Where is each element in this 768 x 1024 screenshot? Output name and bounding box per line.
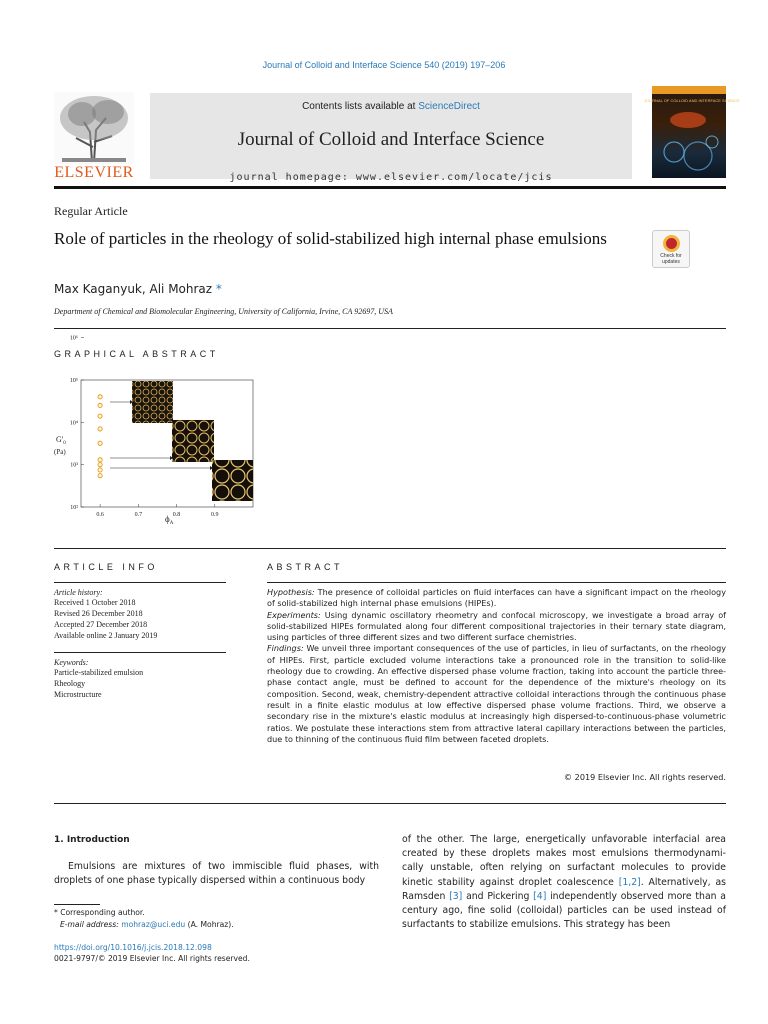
divider	[267, 582, 726, 583]
keyword: Microstructure	[54, 690, 102, 699]
footnote-rule	[54, 904, 100, 905]
keyword: Particle-stabilized emulsion	[54, 668, 144, 677]
x-tick-label: 0.6	[96, 512, 104, 518]
y-tick-label: 10³	[70, 462, 78, 469]
data-point	[98, 474, 102, 478]
abstract-findings	[267, 643, 726, 745]
data-point	[98, 414, 102, 418]
email-suffix: (A. Mohraz).	[185, 920, 234, 929]
issn-line: 0021-9797/© 2019 Elsevier Inc. All rights reserved.	[54, 954, 250, 963]
data-point	[98, 468, 102, 472]
history-label: Article history:	[54, 588, 103, 597]
history-revised: Revised 26 December 2018	[54, 609, 143, 618]
findings-label: Findings:	[267, 643, 304, 654]
x-axis-label: ϕ	[165, 514, 170, 524]
author-names: Max Kaganyuk, Ali Mohraz	[54, 282, 213, 296]
data-point	[98, 458, 102, 462]
email-link[interactable]: mohraz@uci.edu	[121, 920, 186, 929]
citation-link[interactable]: [1,2]	[618, 876, 641, 888]
keyword: Rheology	[54, 679, 86, 688]
article-history	[54, 588, 226, 641]
y-tick-label: 10²	[70, 505, 78, 511]
x-tick-label: 0.7	[134, 512, 143, 518]
micrograph-large-droplets	[212, 460, 253, 501]
cover-title: JOURNAL OF COLLOID AND INTERFACE SCIENCE	[644, 98, 740, 103]
graphical-abstract-heading: GRAPHICAL ABSTRACT	[54, 349, 219, 359]
sciencedirect-link[interactable]: ScienceDirect	[418, 101, 480, 112]
divider	[54, 548, 726, 549]
contents-line	[150, 101, 632, 112]
history-received: Received 1 October 2018	[54, 598, 136, 607]
citation-link[interactable]: [3]	[449, 890, 463, 902]
footnote-mark: *	[54, 908, 58, 917]
data-point	[98, 395, 102, 399]
y-tick-label: 10⁵	[69, 378, 78, 384]
y-tick-label: 10⁴	[69, 420, 78, 427]
email-label: E-mail address:	[60, 920, 122, 929]
data-point	[98, 427, 102, 431]
x-tick-label: 0.8	[172, 512, 181, 518]
data-point	[98, 463, 102, 467]
journal-reference[interactable]: Journal of Colloid and Interface Science 540 (2019) 197–206	[262, 60, 506, 70]
history-accepted: Accepted 27 December 2018	[54, 620, 148, 629]
divider	[54, 652, 226, 653]
check-for-updates-label: Check for updates	[660, 253, 682, 265]
experiments-text: Using dynamic oscillatory rheometry and confocal microscopy, we investigate a broad array of solid-stabilized HIPEs formulated along four different compositional trajectories in their ternary state diagram, using particles of three different sizes and two different surface chemistries.	[267, 609, 727, 643]
intro-text: of the other. The large, energetically unfavorable interfacial area created by these droplets makes most emulsions thermodynami-cally unstable, often relying on surfactant molecules to provide kinetic stability against droplet coalescence	[402, 834, 726, 888]
keywords	[54, 658, 226, 700]
divider	[54, 328, 726, 329]
article-type: Regular Article	[54, 204, 128, 218]
abstract-heading: ABSTRACT	[267, 562, 344, 572]
masthead-rule	[54, 186, 726, 189]
citation-link[interactable]: [4]	[533, 890, 547, 902]
micrograph-small-droplets	[132, 381, 173, 423]
footnote	[54, 907, 379, 931]
introduction-heading: 1. Introduction	[54, 835, 130, 845]
email-line	[54, 919, 379, 931]
doi-block	[54, 942, 250, 964]
intro-text: and Pickering	[462, 890, 534, 902]
corresponding-author-mark[interactable]: *	[215, 282, 222, 296]
contents-prefix: Contents lists available at	[302, 101, 419, 112]
intro-left-paragraph: Emulsions are mixtures of two immiscible fluid phases, with droplets of one phase typically dispersed within a continuous body	[54, 861, 379, 887]
journal-cover-image	[644, 86, 740, 178]
article-title: Role of particles in the rheology of solid-stabilized high internal phase emulsions	[54, 229, 607, 248]
doi-link[interactable]: https://doi.org/10.1016/j.jcis.2018.12.098	[54, 943, 212, 952]
x-axis-label-subscript: A	[169, 521, 174, 526]
data-point	[98, 441, 102, 445]
hypothesis-text: The presence of colloidal particles on fluid interfaces can have a significant impact on the rheology of solid-stabilized high internal phase emulsions (HIPEs).	[267, 587, 726, 609]
author-list	[54, 282, 222, 296]
publisher-name: ELSEVIER	[54, 164, 134, 181]
intro-text: independently observed more than a century ago, fine solid (colloidal) particles can be used instead of surfactants to stabilize emulsions. This strategy has been	[402, 890, 726, 931]
keywords-label: Keywords:	[54, 658, 89, 667]
data-point	[98, 403, 102, 407]
intro-text: . Alternatively, as Ramsden	[402, 876, 727, 902]
y-tick-label: 10⁶	[69, 335, 78, 342]
journal-title: Journal of Colloid and Interface Science	[237, 129, 545, 150]
article-info-heading: ARTICLE INFO	[54, 562, 158, 572]
journal-homepage[interactable]: journal homepage: www.elsevier.com/locate/jcis	[229, 172, 553, 183]
abstract-copyright: © 2019 Elsevier Inc. All rights reserved.	[564, 772, 726, 782]
abstract-experiments	[267, 610, 726, 644]
bookmark-icon	[663, 235, 680, 252]
corresponding-author-note	[54, 907, 379, 919]
divider	[54, 803, 726, 804]
check-for-updates-button[interactable]	[652, 230, 690, 268]
experiments-label: Experiments:	[267, 609, 321, 620]
affiliation: Department of Chemical and Biomolecular Engineering, University of California, Irvine, CA 92697, USA	[54, 307, 393, 316]
intro-right-paragraph	[402, 833, 726, 932]
micrograph-medium-droplets	[172, 420, 214, 462]
masthead	[54, 86, 740, 186]
hypothesis-label: Hypothesis:	[267, 587, 315, 597]
abstract-hypothesis	[267, 587, 726, 610]
x-tick-label: 0.9	[211, 512, 219, 518]
corresponding-label: Corresponding author.	[60, 908, 145, 917]
findings-text: We unveil three important consequences of the use of particles, in lieu of surfactants, on the rheology of HIPEs. First, particle excluded volume interactions take a pronounced role in the transition to solid-like rheology due to crowding. An effective dispersed phase volume fraction, taking into account the particle three-phase contact angle, must be defined to account for the dependence of the mixture's rheology on its composition. Second, weak, chemistry-dependent attractive colloidal interactions through the continuous phase result in a finite elastic modulus at low effective dispersed phase volume fractions. Third, we observe a secondary rise in the mixture's elastic modulus at increasingly high dispersed-to-continuous-phase volumetric ratios. We postulate these interactions stem from attractive lateral capillary interactions between the particles, due to thinning of the continuous fluid film between faceted droplets.	[267, 643, 727, 744]
svg-text:G'0	[56, 435, 66, 446]
y-axis-label-subscript: 0	[63, 441, 66, 446]
y-axis-label: G'	[56, 435, 64, 444]
journal-banner	[150, 93, 632, 183]
divider	[54, 582, 226, 583]
abstract-body	[267, 587, 726, 745]
history-online: Available online 2 January 2019	[54, 631, 158, 640]
y-axis-unit: (Pa)	[54, 448, 66, 456]
